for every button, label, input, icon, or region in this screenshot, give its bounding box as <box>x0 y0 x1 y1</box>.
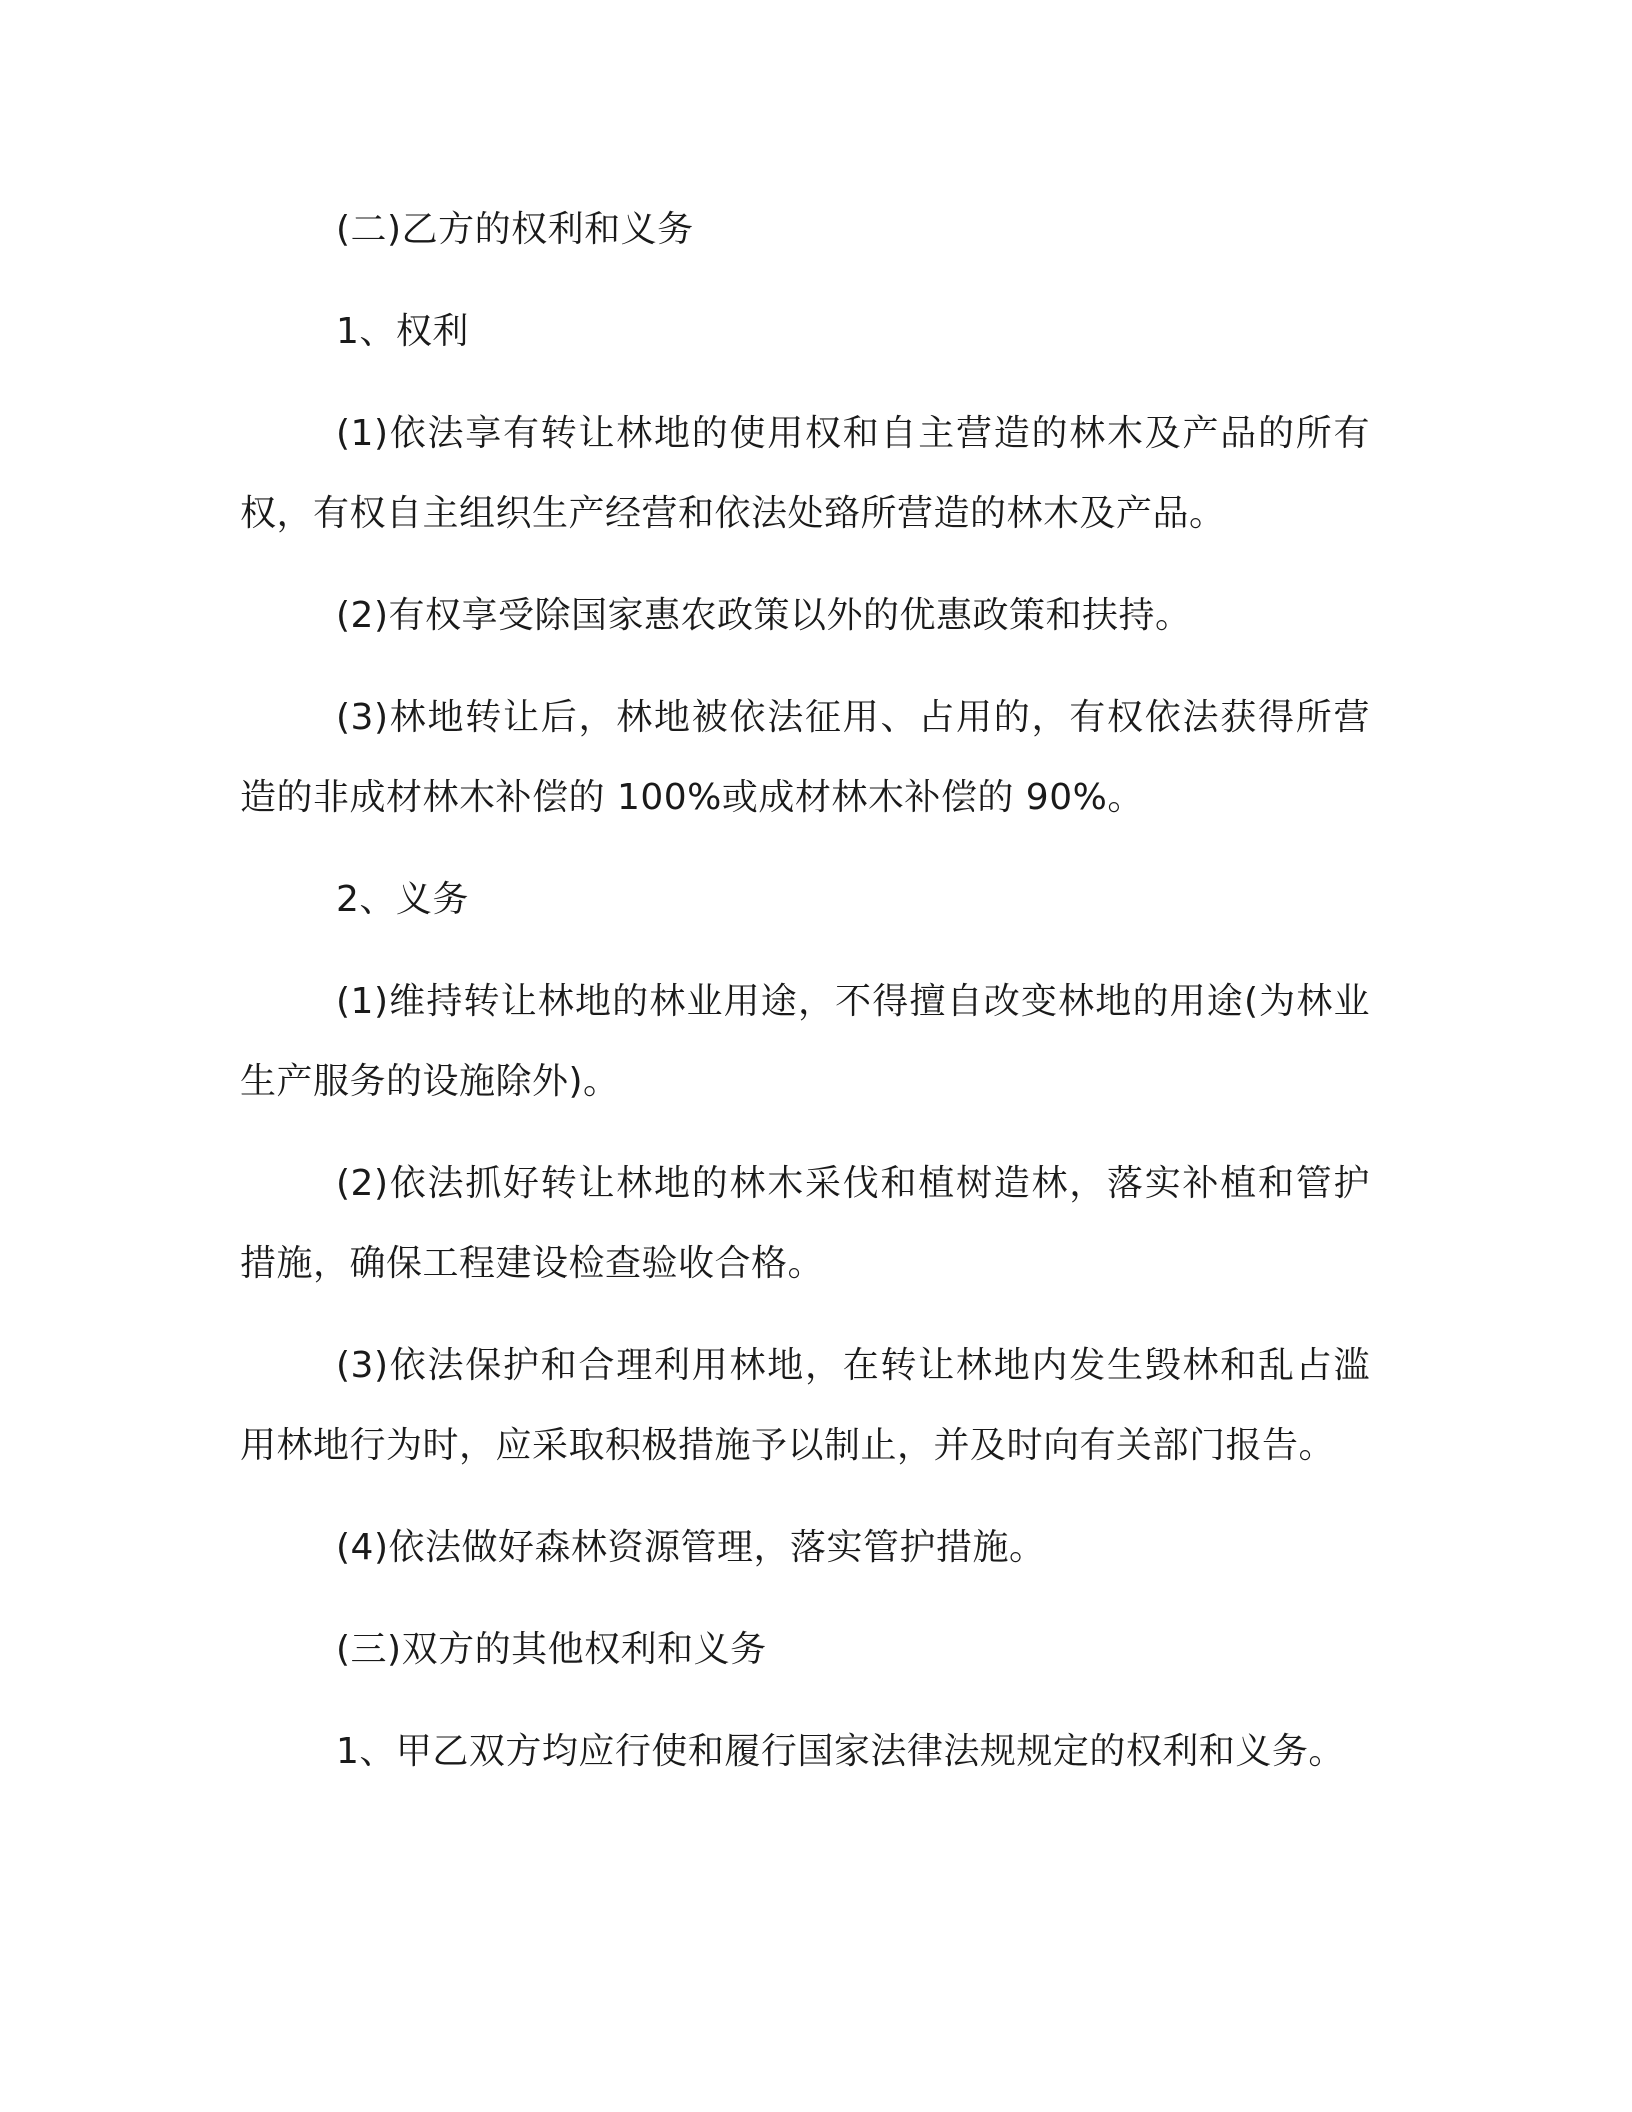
obligations-item-2: (2)依法抓好转让林地的林木采伐和植树造林，落实补植和管护措施，确保工程建设检查验收合格。 <box>240 1163 1370 1284</box>
section-heading-party-b-rights-obligations: (二)乙方的权利和义务 <box>336 209 694 250</box>
subsection-heading-rights: 1、权利 <box>336 311 469 352</box>
obligations-item-1: (1)维持转让林地的林业用途，不得擅自改变林地的用途(为林业生产服务的设施除外)。 <box>240 981 1370 1102</box>
rights-item-3: (3)林地转让后，林地被依法征用、占用的，有权依法获得所营造的非成材林木补偿的 100%或成材林木补偿的 90%。 <box>240 697 1370 818</box>
section-heading-mutual-rights-obligations: (三)双方的其他权利和义务 <box>336 1629 767 1670</box>
obligations-item-3: (3)依法保护和合理利用林地，在转让林地内发生毁林和乱占滥用林地行为时，应采取积极措施予以制止，并及时向有关部门报告。 <box>240 1345 1370 1466</box>
obligations-item-4: (4)依法做好森林资源管理，落实管护措施。 <box>336 1527 1046 1568</box>
rights-item-2: (2)有权享受除国家惠农政策以外的优惠政策和扶持。 <box>336 595 1192 636</box>
mutual-item-1: 1、甲乙双方均应行使和履行国家法律法规规定的权利和义务。 <box>336 1731 1345 1772</box>
subsection-heading-obligations: 2、义务 <box>336 879 469 920</box>
rights-item-1: (1)依法享有转让林地的使用权和自主营造的林木及产品的所有权，有权自主组织生产经营和依法处臵所营造的林木及产品。 <box>240 413 1370 534</box>
document-body <box>240 190 1370 1814</box>
